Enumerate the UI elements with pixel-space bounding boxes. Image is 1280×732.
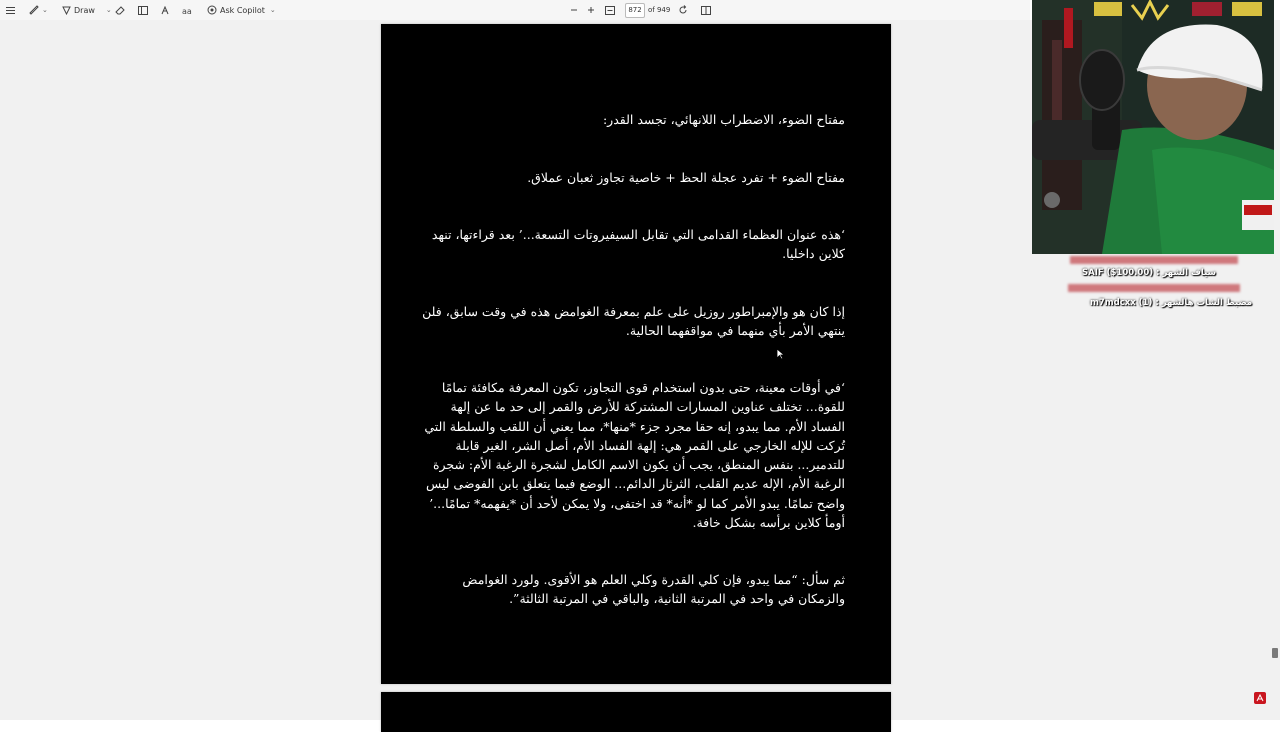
read-aloud-icon xyxy=(161,6,171,15)
page-number-input[interactable]: 872 xyxy=(625,3,645,18)
read-aloud-button[interactable] xyxy=(161,3,171,17)
webcam-video xyxy=(1032,0,1274,254)
top-donor-label: SAIF ($100.00) : سياف الشهر xyxy=(1082,268,1216,278)
mouse-cursor-icon xyxy=(776,348,785,360)
paragraph-3: ‘هذه عنوان العظماء القدامى التي تقابل السيفيروتات التسعة...’ بعد قراءتها، تنهد كلاين داخليا. xyxy=(431,227,845,262)
paragraph-2: مفتاح الضوء + تفرد عجلة الحظ + خاصية تجاوز ثعبان عملاق. xyxy=(527,170,845,185)
pdf-toolbar xyxy=(0,0,1030,20)
erase-button[interactable] xyxy=(115,3,125,17)
list-icon xyxy=(6,6,15,15)
plus-icon xyxy=(587,6,595,14)
text-box-icon xyxy=(138,6,148,15)
paragraph-1: مفتاح الضوء، الاضطراب اللانهائي، تجسد القدر: xyxy=(602,112,845,127)
paragraph-6: ثم سأل: “مما يبدو، فإن كلي القدرة وكلي العلم هو الأقوى. ولورد الغوامض والزمكان في واحد في المرتبة الثانية، والباقي في المرتبة الثالثة”. xyxy=(462,572,845,607)
fit-to-page-button[interactable] xyxy=(605,3,615,17)
scrollbar-thumb[interactable] xyxy=(1272,648,1278,658)
blurred-text-row xyxy=(1070,256,1238,264)
draw-label: Draw xyxy=(74,5,95,15)
paragraph-4: إذا كان هو والإمبراطور روزيل على علم بمعرفة الغوامض هذه في وقت سابق، فلن ينتهي الأمر بأي منهما في مواقفهما الحالية. xyxy=(422,304,845,339)
fit-page-icon xyxy=(605,6,615,15)
chevron-down-icon[interactable]: ⌄ xyxy=(269,6,276,14)
ask-copilot-button[interactable] xyxy=(207,3,276,17)
zoom-in-button[interactable] xyxy=(587,3,595,17)
page-view-button[interactable] xyxy=(701,3,711,17)
page-total: of 949 xyxy=(648,6,671,14)
minus-icon xyxy=(570,6,578,14)
draw-button[interactable] xyxy=(62,3,112,17)
copilot-icon xyxy=(207,5,217,15)
ask-copilot-label: Ask Copilot xyxy=(220,5,265,15)
pdf-page-next xyxy=(381,692,891,732)
page-view-icon xyxy=(701,6,711,15)
text-box-button[interactable] xyxy=(138,3,148,17)
blurred-text-row xyxy=(1068,284,1240,292)
eraser-icon xyxy=(115,6,125,15)
rotate-icon xyxy=(678,5,688,15)
pdf-page xyxy=(381,24,891,684)
rotate-button[interactable] xyxy=(678,3,688,17)
chevron-down-icon[interactable]: ⌄ xyxy=(105,6,112,14)
immersive-reader-button[interactable] xyxy=(182,3,193,17)
webcam-scene-image xyxy=(1032,0,1274,254)
top-chatter-label: m7mdcxx (1) : مضبط الشات هالشهر xyxy=(1090,298,1253,308)
paragraph-5: ‘في أوقات معينة، حتى بدون استخدام قوى التجاوز، تكون المعرفة مكافئة تمامًا للقوة... تختلف عناوين المسارات المشتركة للأرض والقمر إلى حد ما عن إلهة الفساد الأم. مما يبدو، إنه حقا مجرد جزء *منها*، مما يعني أن اللقب والسلطة التي تُركت للإله الخارجي على القمر هي: إلهة الفساد الأم، أصل الشر، الغير قابلة للتدمير... بنفس المنطق، يجب أن يكون الاسم الكامل لشجرة الرغبة الأم: شجرة الرغبة الأم، الإله عديم القلب، الثرثار الدائم... الوضع فيما يتعلق بابن الفوضى ليس واضح تمامًا. يبدو الأمر كما لو *أنه* قد اختفى، ولا يمكن لأحد أن *يفهمه* تمامًا...’ أومأ كلاين برأسه بشكل خافة. xyxy=(424,380,845,531)
svg-text:aa: aa xyxy=(182,6,192,15)
highlight-button[interactable] xyxy=(29,3,48,17)
pdf-icon xyxy=(1254,692,1266,704)
pen-icon xyxy=(62,6,71,15)
zoom-out-button[interactable] xyxy=(570,3,578,17)
contents-button[interactable] xyxy=(6,3,15,17)
immersive-reader-icon xyxy=(182,6,193,15)
stream-overlay-text xyxy=(1066,254,1280,314)
highlighter-icon xyxy=(29,5,39,15)
chevron-down-icon[interactable]: ⌄ xyxy=(42,6,48,14)
